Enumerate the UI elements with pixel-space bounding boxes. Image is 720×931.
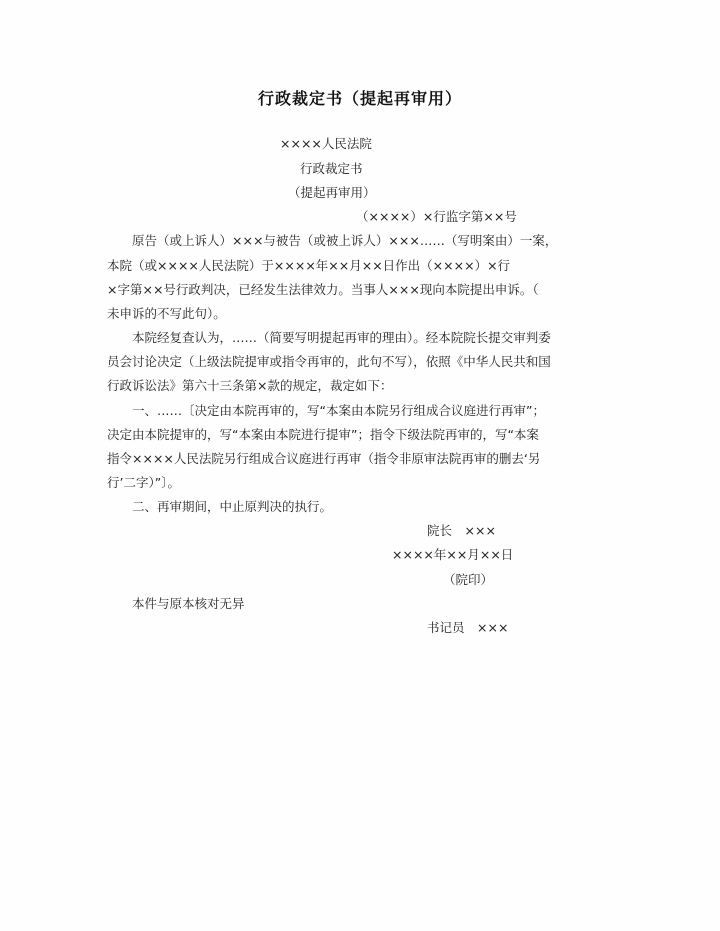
verification-note: 本件与原本核对无异 <box>132 596 245 611</box>
doc-subtitle: （提起再审用） <box>288 185 376 200</box>
court-clerk: 书记员 ××× <box>427 620 509 635</box>
para3-line2: 决定由本院提审的，写“本案由本院进行提审”；指令下级法院再审的，写“本案 <box>107 427 539 442</box>
para1-line4: 未申诉的不写此句）。 <box>107 306 226 321</box>
para1-line3: ×字第××号行政判决，已经发生法律效力。当事人×××现向本院提出申诉。（ <box>107 282 539 297</box>
para2-line2: 员会讨论决定（上级法院提审或指令再审的，此句不写），依照《中华人民共和国 <box>107 354 551 369</box>
court-president: 院长 ××× <box>427 523 496 538</box>
para4-line1: 二、再审期间，中止原判决的执行。 <box>132 499 333 514</box>
para1-line1: 原告（或上诉人）×××与被告（或被上诉人）×××……（写明案由）一案， <box>132 233 558 248</box>
para2-line3: 行政诉讼法》第六十三条第×款的规定，裁定如下： <box>107 378 393 393</box>
document-title: 行政裁定书（提起再审用） <box>257 89 462 108</box>
court-name: ××××人民法院 <box>280 136 372 151</box>
case-number: （××××）×行监字第××号 <box>356 209 517 224</box>
para2-line1: 本院经复查认为，……（简要写明提起再审的理由）。经本院院长提交审判委 <box>132 330 551 345</box>
court-seal: （院印） <box>443 572 494 587</box>
issue-date: ××××年××月××日 <box>392 547 514 562</box>
para3-line3: 指令××××人民法院另行组成合议庭进行再审（指令非原审法院再审的删去‘另 <box>107 451 541 466</box>
doc-type: 行政裁定书 <box>300 161 363 176</box>
para3-line4: 行’二字）”〕。 <box>107 475 180 490</box>
para1-line2: 本院（或××××人民法院）于××××年××月××日作出（××××）×行 <box>107 258 511 273</box>
para3-line1: 一、……〔决定由本院再审的，写“本案由本院另行组成合议庭进行再审”； <box>132 403 545 418</box>
